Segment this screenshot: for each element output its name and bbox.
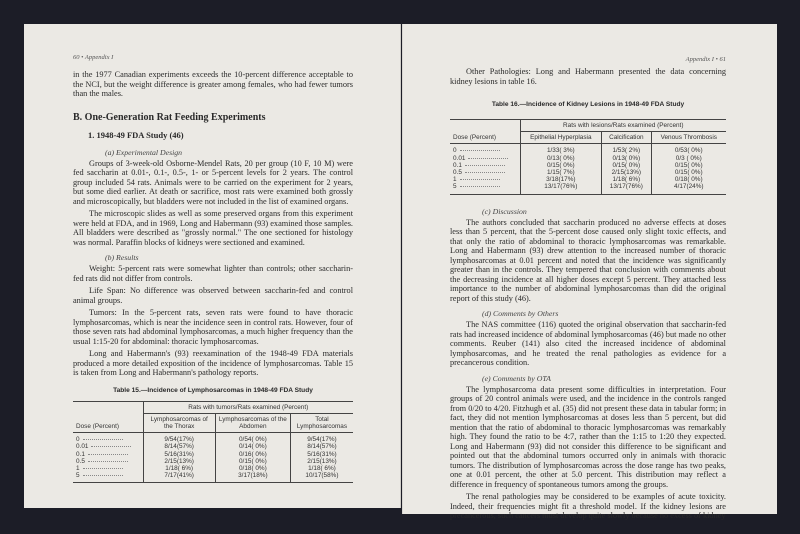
left-page (24, 24, 401, 508)
dot-leader (91, 446, 131, 447)
value-cell: 9/54(17%) (143, 433, 215, 444)
column-header: Calcification (602, 132, 651, 144)
value-cell: 1/53( 2%) (602, 144, 651, 155)
column-header: Lymphosarcomas of the Abdomen (215, 413, 290, 432)
dose-cell (73, 465, 143, 472)
dose-value: 0.1 (76, 450, 85, 458)
paragraph: Other Pathologies: Long and Habermann presented the data concerning kidney lesions in table 16. (450, 67, 726, 86)
value-cell: 7/17(41%) (143, 472, 215, 483)
table-15 (73, 401, 353, 484)
intro-paragraph (73, 70, 353, 102)
value-cell: 0/15( 0%) (674, 161, 703, 169)
left-page-content (73, 54, 353, 483)
dot-leader (465, 165, 505, 166)
value-cell: 1/15( 7%) (520, 169, 602, 176)
paragraph: Tumors: In the 5-percent rats, seven rats were found to have thoracic lymphosarcomas, which is near the incidence seen in control rats. However, four of those seven rats had abdominal lymphosarcomas, a much higher frequency than the usual 1:15-20 for abdominal: thoracic lymphosarcomas. (73, 308, 353, 346)
table-row (450, 183, 726, 194)
subheading-discussion: (c) Discussion (482, 206, 527, 216)
paragraph: The renal pathologies may be considered to be examples of acute toxicity. Indeed, their frequencies might fit a threshold model. If the kidney lesions are precancerous, such cancers must develop quite slowly because no excess of kidney (450, 492, 726, 521)
value-cell: 8/14(57%) (143, 443, 215, 450)
value-cell: 4/17(24%) (674, 183, 704, 191)
dose-value: 0.01 (453, 154, 466, 162)
column-header: Lymphosarcomas of the Thorax (143, 413, 215, 432)
right-page (402, 24, 777, 521)
value-cell: 0/13( 0%) (520, 155, 602, 162)
value-cell: 1/18( 6%) (308, 464, 336, 472)
value-cell: 0/18( 0%) (215, 465, 290, 472)
table-row (450, 144, 726, 155)
value-cell: 10/17(58%) (305, 472, 339, 480)
dose-cell (73, 458, 143, 465)
dot-leader (465, 172, 505, 173)
running-header: Appendix I • 61 (685, 56, 726, 63)
subheading-design: (a) Experimental Design (105, 147, 183, 157)
right-page-content (450, 56, 726, 524)
value-cell: 0/14( 0%) (215, 443, 290, 450)
dose-value: 5 (453, 183, 457, 191)
paragraph: Weight: 5-percent rats were somewhat lighter than controls; other saccharin-fed rats did not differ from controls. (73, 264, 353, 283)
value-cell: 0/15( 0%) (520, 162, 602, 169)
dot-leader (88, 454, 128, 455)
dose-value: 0.1 (453, 161, 462, 169)
value-cell: 0/3 ( 0%) (675, 154, 702, 162)
dose-value: 1 (453, 176, 457, 184)
table-row (73, 451, 353, 458)
table-row (450, 176, 726, 183)
group-header: Rats with tumors/Rats examined (Percent) (143, 401, 353, 413)
paragraph: The NAS committee (116) quoted the original observation that saccharin-fed rats had increased incidence of abdominal lymphosarcomas (46) but made no other comments. Reuber (141) also cited the increased incidence of abdominal lymphosarcomas, and he treated the renal pathologies as evidence for a precancerous condition. (450, 320, 726, 368)
paragraph: The authors concluded that saccharin produced no adverse effects at doses less than 5 percent, that the 5-percent dose caused only slight toxic effects, and that only the ratio of abdominal to thoracic lymphosarcomas was remarkable. Long and Habermann (93) drew attention to the increased number of thoracic lymphosarcomas at 0.01 percent and noted that the incidence was significantly greater than in the controls. They tempered that conclusion with comments about the decreasing incidence at all higher doses except 5 percent. They attached less importance to the number of abdominal lymphosarcomas than did the original report of this study (46). (450, 217, 726, 303)
value-cell: 0/54( 0%) (215, 433, 290, 444)
body-text (450, 320, 726, 371)
dose-value: 0 (76, 436, 80, 444)
table-16 (450, 119, 726, 195)
value-cell: 2/15(13%) (307, 457, 337, 465)
paragraph: Life Span: No difference was observed between saccharin-fed and control animal groups. (73, 286, 353, 305)
dose-value: 0.5 (76, 457, 85, 465)
paragraph: Long and Habermann's (93) reexamination of the 1948-49 FDA materials produced a more detailed exposition of the incidence of lymphosarcomas. Table 15 is taken from Long and Habermann's pathology reports. (73, 349, 353, 377)
subsection-heading: 1. 1948-49 FDA Study (46) (88, 129, 184, 140)
value-cell: 0/15( 0%) (674, 169, 703, 177)
column-header: Epithelial Hyperplasia (520, 132, 602, 144)
dose-value: 5 (76, 472, 80, 480)
body-text (450, 67, 726, 89)
running-header: 60 • Appendix I (73, 54, 114, 61)
dose-value: 0.5 (453, 169, 462, 177)
dose-header: Dose (Percent) (450, 120, 520, 144)
body-text (450, 218, 726, 307)
value-cell: 2/15(13%) (602, 169, 651, 176)
table-row (73, 443, 353, 450)
value-cell: 8/14(57%) (307, 443, 337, 451)
table-row (73, 458, 353, 465)
value-cell: 3/17(18%) (215, 472, 290, 483)
body-text (73, 159, 353, 251)
dose-cell (73, 433, 143, 444)
value-cell: 5/16(31%) (143, 451, 215, 458)
dose-cell (73, 451, 143, 458)
value-cell: 1/18( 6%) (602, 176, 651, 183)
section-heading: B. One-Generation Rat Feeding Experiments (73, 111, 266, 123)
table-row (450, 169, 726, 176)
dose-cell (73, 443, 143, 450)
dot-leader (83, 475, 123, 476)
dose-header: Dose (Percent) (73, 401, 143, 433)
dot-leader (83, 439, 123, 440)
dose-value: 0 (453, 147, 457, 155)
value-cell: 0/15( 0%) (602, 162, 651, 169)
dot-leader (460, 186, 500, 187)
column-header: Venous Thrombosis (660, 134, 717, 142)
dose-cell (450, 169, 520, 176)
value-cell: 0/16( 0%) (215, 451, 290, 458)
dose-cell (450, 155, 520, 162)
body-text (73, 264, 353, 381)
dot-leader (83, 468, 123, 469)
paragraph: The microscopic slides as well as some preserved organs from this experiment were held at FDA, and in 1969, Long and Habermann (93) examined those samples. All bladders were described as "grossly normal." The one sectioned for histology was normal. Paraffin blocks of kidneys were sectioned and examined. (73, 209, 353, 247)
value-cell: 5/16(31%) (307, 450, 337, 458)
subheading-results: (b) Results (105, 253, 139, 262)
value-cell: 0/53( 0%) (674, 147, 703, 155)
value-cell: 3/18(17%) (520, 176, 602, 183)
dose-cell (450, 162, 520, 169)
value-cell: 13/17(76%) (602, 183, 651, 194)
paragraph: Groups of 3-week-old Osborne-Mendel Rats, 20 per group (10 F, 10 M) were fed saccharin at 0.01-, 0.1-, 0.5-, 1- or 5-percent levels for 2 years. The control group included 54 rats. Animals were to be carried on the experiment for 2 years, but some died earlier. At death or sacrifice, most rats were examined both grossly and microscopically, but bladders were not included in the list of examined organs. (73, 158, 353, 206)
table-row (73, 433, 353, 444)
group-header: Rats with lesions/Rats examined (Percent) (520, 120, 726, 132)
value-cell: 1/33( 3%) (520, 144, 602, 155)
dose-cell (450, 183, 520, 194)
dose-cell (450, 144, 520, 155)
table-row (450, 162, 726, 169)
dose-value: 0.01 (76, 443, 89, 451)
dot-leader (468, 158, 508, 159)
paragraph: The lymphosarcoma data present some difficulties in interpretation. Four groups of 20 control animals were used, and the incidence in the controls ranged from 0/20 to 4/20. Fitzhugh et al. (35) did not present these data in tabular form; in fact, they did not mention lymphosarcomas at doses less than 5 percent, but did mention that the ratio of abdominal to thoracic lymphosarcomas was remarkably high. They found the ratio to be 4:7, rather than the 1:15 to 1:20 they expected. Long and Habermann (93) did not consider this difference to be significant and pointed out that the abdominal tumors occurred only in animals with thoracic tumors. The distribution of lymphosarcomas across the dose range has two peaks, one at 0.01 percent, the other at 5.0 percent. This distribution may reflect a difference in frequency of spontaneous tumors among the groups. (450, 384, 726, 489)
paragraph: in the 1977 Canadian experiments exceeds the 10-percent difference acceptable to the NCI, but the weight difference is greater among females, who had fewer tumors than the males. (73, 70, 353, 98)
value-cell: 0/18( 0%) (674, 176, 703, 184)
table-16-title: Table 16.—Incidence of Kidney Lesions in 1948-49 FDA Study (491, 101, 685, 108)
dot-leader (460, 150, 500, 151)
value-cell: 0/13( 0%) (602, 155, 651, 162)
dot-leader (88, 461, 128, 462)
subheading-comments-others: (d) Comments by Others (482, 309, 559, 319)
dose-value: 1 (76, 464, 80, 472)
table-15-title: Table 15.—Incidence of Lymphosarcomas in 1948-49 FDA Study (113, 386, 313, 394)
dose-cell (450, 176, 520, 183)
value-cell: 1/18( 6%) (143, 465, 215, 472)
dot-leader (460, 179, 500, 180)
table-row (73, 472, 353, 483)
subheading-comments-ota: (e) Comments by OTA (482, 373, 551, 383)
body-text (450, 385, 726, 524)
column-header: Total Lymphosarcomas (296, 415, 348, 430)
dose-cell (73, 472, 143, 483)
value-cell: 0/15( 0%) (215, 458, 290, 465)
value-cell: 9/54(17%) (307, 436, 337, 444)
value-cell: 2/15(13%) (143, 458, 215, 465)
value-cell: 13/17(76%) (520, 183, 602, 194)
table-row (73, 465, 353, 472)
table-row (450, 155, 726, 162)
